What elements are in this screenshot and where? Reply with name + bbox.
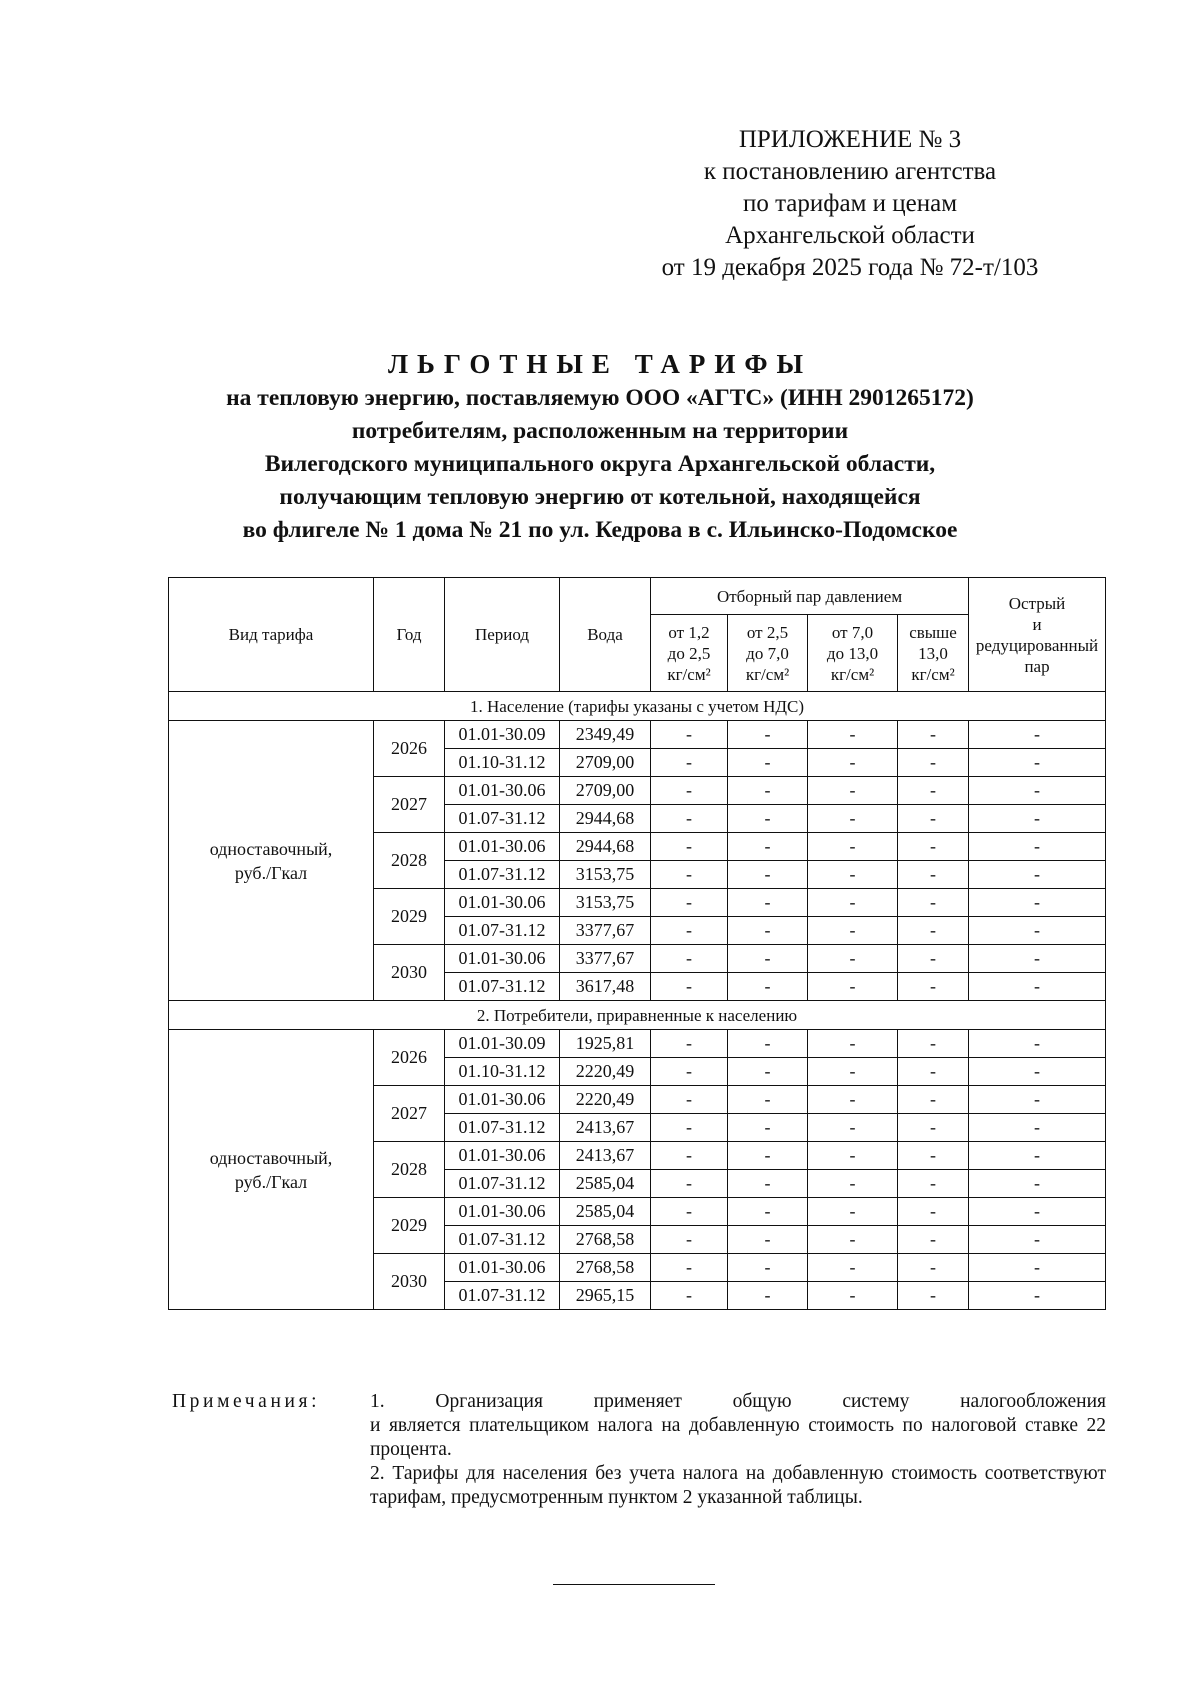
period-cell: 01.07-31.12: [445, 861, 560, 889]
year-cell: 2030: [374, 945, 445, 1001]
steam-tariff-cell: -: [651, 1170, 728, 1198]
appendix-line-date: от 19 декабря 2025 года № 72-т/103: [661, 254, 1039, 281]
steam-tariff-cell: -: [728, 1226, 808, 1254]
header-tariff-kind: Вид тарифа: [169, 578, 374, 692]
header-year: Год: [374, 578, 445, 692]
steam-tariff-cell: -: [969, 721, 1106, 749]
steam-tariff-cell: -: [808, 889, 898, 917]
header-line: кг/см²: [830, 664, 875, 684]
period-cell: 01.01-30.06: [445, 1254, 560, 1282]
steam-tariff-cell: -: [898, 1142, 969, 1170]
header-line: редуцированный: [975, 635, 1099, 655]
steam-tariff-cell: -: [898, 1086, 969, 1114]
period-cell: 01.07-31.12: [445, 973, 560, 1001]
steam-tariff-cell: -: [969, 1030, 1106, 1058]
header-line: до 13,0: [826, 643, 879, 663]
steam-tariff-cell: -: [898, 1114, 969, 1142]
steam-tariff-cell: -: [969, 1198, 1106, 1226]
appendix-line-resolution: к постановлению агентства: [703, 158, 997, 185]
steam-tariff-cell: -: [898, 1254, 969, 1282]
steam-tariff-cell: -: [651, 917, 728, 945]
steam-tariff-cell: -: [898, 1226, 969, 1254]
tariff-table-body: [169, 692, 1106, 1310]
steam-tariff-cell: -: [969, 1086, 1106, 1114]
steam-tariff-cell: -: [969, 1254, 1106, 1282]
steam-tariff-cell: -: [808, 805, 898, 833]
steam-tariff-cell: -: [898, 1198, 969, 1226]
bottom-divider: [553, 1584, 715, 1585]
water-tariff-cell: 3153,75: [560, 889, 651, 917]
water-tariff-cell: 2709,00: [560, 777, 651, 805]
period-cell: 01.07-31.12: [445, 1114, 560, 1142]
steam-tariff-cell: -: [808, 1114, 898, 1142]
period-cell: 01.07-31.12: [445, 1170, 560, 1198]
steam-tariff-cell: -: [898, 1170, 969, 1198]
steam-tariff-cell: -: [728, 805, 808, 833]
steam-tariff-cell: -: [808, 1030, 898, 1058]
header-line: кг/см²: [911, 664, 955, 684]
period-cell: 01.01-30.06: [445, 945, 560, 973]
steam-tariff-cell: -: [898, 1282, 969, 1310]
section-row: [169, 1001, 1106, 1030]
steam-tariff-cell: -: [898, 1030, 969, 1058]
title-line: получающим тепловую энергию от котельной, находящейся: [279, 484, 921, 510]
header-line: кг/см²: [667, 664, 711, 684]
water-tariff-cell: 2944,68: [560, 833, 651, 861]
year-cell: 2028: [374, 1142, 445, 1198]
steam-tariff-cell: -: [808, 749, 898, 777]
steam-tariff-cell: -: [651, 1254, 728, 1282]
steam-tariff-cell: -: [969, 833, 1106, 861]
water-tariff-cell: 2220,49: [560, 1086, 651, 1114]
water-tariff-cell: 3377,67: [560, 945, 651, 973]
period-cell: 01.10-31.12: [445, 749, 560, 777]
steam-tariff-cell: -: [728, 973, 808, 1001]
steam-tariff-cell: -: [651, 1226, 728, 1254]
header-line: до 7,0: [746, 643, 789, 663]
header-line: свыше: [909, 622, 957, 642]
steam-tariff-cell: -: [808, 973, 898, 1001]
year-cell: 2028: [374, 833, 445, 889]
year-cell: 2027: [374, 777, 445, 833]
steam-tariff-cell: -: [808, 833, 898, 861]
notes-label: Примечания:: [172, 1391, 321, 1412]
steam-tariff-cell: -: [969, 889, 1106, 917]
steam-tariff-cell: -: [969, 777, 1106, 805]
steam-tariff-cell: -: [808, 1170, 898, 1198]
steam-tariff-cell: -: [728, 1114, 808, 1142]
steam-tariff-cell: -: [808, 1058, 898, 1086]
period-cell: 01.01-30.06: [445, 889, 560, 917]
header-line: от 7,0: [831, 622, 874, 642]
header-sharp-steam: [969, 578, 1106, 692]
steam-tariff-cell: -: [728, 1142, 808, 1170]
header-steam-1: [651, 615, 728, 692]
period-cell: 01.01-30.06: [445, 833, 560, 861]
period-cell: 01.01-30.06: [445, 1142, 560, 1170]
note-1-continuation: и является плательщиком налога на добавленную стоимость по налоговой ставке 22 процента.: [370, 1415, 1106, 1460]
steam-tariff-cell: -: [728, 1254, 808, 1282]
section-row: [169, 692, 1106, 721]
steam-tariff-cell: -: [969, 749, 1106, 777]
title-main: ЛЬГОТНЫЕ ТАРИФЫ: [387, 349, 813, 379]
appendix-number: ПРИЛОЖЕНИЕ № 3: [738, 126, 962, 153]
steam-tariff-cell: -: [728, 777, 808, 805]
year-cell: 2027: [374, 1086, 445, 1142]
steam-tariff-cell: -: [728, 721, 808, 749]
steam-tariff-cell: -: [728, 1198, 808, 1226]
steam-tariff-cell: -: [651, 889, 728, 917]
appendix-line-agency: по тарифам и ценам: [742, 190, 958, 217]
steam-tariff-cell: -: [898, 1058, 969, 1086]
header-line: 13,0: [918, 643, 948, 663]
steam-tariff-cell: -: [898, 805, 969, 833]
steam-tariff-cell: -: [808, 917, 898, 945]
header-line: Острый: [1008, 593, 1066, 613]
steam-tariff-cell: -: [898, 861, 969, 889]
period-cell: 01.01-30.06: [445, 1198, 560, 1226]
steam-tariff-cell: -: [728, 945, 808, 973]
header-period: Период: [445, 578, 560, 692]
period-cell: 01.01-30.06: [445, 1086, 560, 1114]
tariff-kind-line: руб./Гкал: [234, 862, 308, 883]
steam-tariff-cell: -: [728, 1058, 808, 1086]
year-cell: 2026: [374, 1030, 445, 1086]
steam-tariff-cell: -: [728, 1282, 808, 1310]
steam-tariff-cell: -: [651, 749, 728, 777]
period-cell: 01.07-31.12: [445, 1226, 560, 1254]
steam-tariff-cell: -: [728, 889, 808, 917]
steam-tariff-cell: -: [651, 1030, 728, 1058]
steam-tariff-cell: -: [651, 721, 728, 749]
water-tariff-cell: 2585,04: [560, 1198, 651, 1226]
water-tariff-cell: 3377,67: [560, 917, 651, 945]
tariff-table: [168, 577, 1106, 1310]
year-cell: 2026: [374, 721, 445, 777]
steam-tariff-cell: -: [651, 1086, 728, 1114]
steam-tariff-cell: -: [651, 861, 728, 889]
header-line: до 2,5: [667, 643, 711, 663]
steam-tariff-cell: -: [728, 833, 808, 861]
steam-tariff-cell: -: [728, 917, 808, 945]
water-tariff-cell: 2349,49: [560, 721, 651, 749]
section-title: 1. Население (тарифы указаны с учетом НДС): [169, 692, 1106, 721]
steam-tariff-cell: -: [808, 1254, 898, 1282]
steam-tariff-cell: -: [651, 1142, 728, 1170]
steam-tariff-cell: -: [808, 1086, 898, 1114]
note-1-first-line: 1. Организация применяет общую систему налогообложения: [370, 1391, 1106, 1412]
steam-tariff-cell: -: [651, 1282, 728, 1310]
tariff-kind-cell: [169, 1030, 374, 1310]
section-title: 2. Потребители, приравненные к населению: [169, 1001, 1106, 1030]
steam-tariff-cell: -: [808, 1226, 898, 1254]
water-tariff-cell: 2413,67: [560, 1142, 651, 1170]
period-cell: 01.01-30.09: [445, 1030, 560, 1058]
water-tariff-cell: 2220,49: [560, 1058, 651, 1086]
steam-tariff-cell: -: [651, 805, 728, 833]
steam-tariff-cell: -: [808, 945, 898, 973]
year-cell: 2029: [374, 889, 445, 945]
steam-tariff-cell: -: [651, 1114, 728, 1142]
tariff-kind-line: одноставочный,: [209, 838, 333, 859]
steam-tariff-cell: -: [898, 917, 969, 945]
header-line: пар: [1024, 656, 1050, 676]
period-cell: 01.10-31.12: [445, 1058, 560, 1086]
steam-tariff-cell: -: [969, 861, 1106, 889]
steam-tariff-cell: -: [651, 777, 728, 805]
water-tariff-cell: 2709,00: [560, 749, 651, 777]
steam-tariff-cell: -: [898, 721, 969, 749]
table-row: [169, 1030, 1106, 1058]
steam-tariff-cell: -: [969, 805, 1106, 833]
period-cell: 01.07-31.12: [445, 805, 560, 833]
steam-tariff-cell: -: [651, 973, 728, 1001]
header-line: от 2,5: [746, 622, 789, 642]
steam-tariff-cell: -: [898, 833, 969, 861]
steam-tariff-cell: -: [808, 1198, 898, 1226]
water-tariff-cell: 3153,75: [560, 861, 651, 889]
water-tariff-cell: 1925,81: [560, 1030, 651, 1058]
steam-tariff-cell: -: [969, 1058, 1106, 1086]
header-line: кг/см²: [745, 664, 790, 684]
steam-tariff-cell: -: [808, 721, 898, 749]
steam-tariff-cell: -: [898, 749, 969, 777]
water-tariff-cell: 2585,04: [560, 1170, 651, 1198]
steam-tariff-cell: -: [728, 749, 808, 777]
steam-tariff-cell: -: [969, 1170, 1106, 1198]
steam-tariff-cell: -: [969, 917, 1106, 945]
water-tariff-cell: 2413,67: [560, 1114, 651, 1142]
note-2: 2. Тарифы для населения без учета налога на добавленную стоимость соответствуют тарифам, предусмотренным пунктом 2 указанной таблицы.: [370, 1463, 1106, 1508]
title-line: потребителям, расположенным на территории: [351, 418, 849, 444]
steam-tariff-cell: -: [898, 945, 969, 973]
period-cell: 01.01-30.09: [445, 721, 560, 749]
year-cell: 2030: [374, 1254, 445, 1310]
steam-tariff-cell: -: [898, 777, 969, 805]
steam-tariff-cell: -: [898, 889, 969, 917]
water-tariff-cell: 2965,15: [560, 1282, 651, 1310]
header-steam-group: Отборный пар давлением: [651, 578, 969, 615]
steam-tariff-cell: -: [808, 777, 898, 805]
steam-tariff-cell: -: [898, 973, 969, 1001]
title-line: Вилегодского муниципального округа Архангельской области,: [264, 451, 936, 477]
steam-tariff-cell: -: [728, 1030, 808, 1058]
water-tariff-cell: 2768,58: [560, 1254, 651, 1282]
year-cell: 2029: [374, 1198, 445, 1254]
header-steam-4: [898, 615, 969, 692]
header-line: от 1,2: [668, 622, 710, 642]
steam-tariff-cell: -: [969, 1282, 1106, 1310]
document-title: [120, 346, 1080, 547]
period-cell: 01.01-30.06: [445, 777, 560, 805]
water-tariff-cell: 3617,48: [560, 973, 651, 1001]
appendix-line-region: Архангельской области: [725, 222, 975, 249]
title-line: на тепловую энергию, поставляемую ООО «АГТС» (ИНН 2901265172): [226, 385, 974, 411]
steam-tariff-cell: -: [969, 1226, 1106, 1254]
header-water: Вода: [560, 578, 651, 692]
steam-tariff-cell: -: [728, 1086, 808, 1114]
appendix-header: [620, 124, 1080, 284]
water-tariff-cell: 2768,58: [560, 1226, 651, 1254]
steam-tariff-cell: -: [808, 1142, 898, 1170]
header-steam-3: [808, 615, 898, 692]
table-row: [169, 721, 1106, 749]
tariff-kind-line: одноставочный,: [209, 1147, 333, 1168]
steam-tariff-cell: -: [651, 833, 728, 861]
steam-tariff-cell: -: [728, 1170, 808, 1198]
steam-tariff-cell: -: [808, 1282, 898, 1310]
steam-tariff-cell: -: [651, 945, 728, 973]
steam-tariff-cell: -: [969, 1114, 1106, 1142]
notes-body: [370, 1390, 1106, 1510]
steam-tariff-cell: -: [651, 1058, 728, 1086]
steam-tariff-cell: -: [969, 945, 1106, 973]
water-tariff-cell: 2944,68: [560, 805, 651, 833]
title-line: во флигеле № 1 дома № 21 по ул. Кедрова в с. Ильинско-Подомское: [242, 517, 958, 543]
period-cell: 01.07-31.12: [445, 1282, 560, 1310]
tariff-kind-cell: [169, 721, 374, 1001]
steam-tariff-cell: -: [728, 861, 808, 889]
header-steam-2: [728, 615, 808, 692]
tariff-kind-line: руб./Гкал: [234, 1171, 308, 1192]
steam-tariff-cell: -: [808, 861, 898, 889]
steam-tariff-cell: -: [651, 1198, 728, 1226]
header-line: и: [1032, 614, 1042, 634]
steam-tariff-cell: -: [969, 973, 1106, 1001]
steam-tariff-cell: -: [969, 1142, 1106, 1170]
period-cell: 01.07-31.12: [445, 917, 560, 945]
